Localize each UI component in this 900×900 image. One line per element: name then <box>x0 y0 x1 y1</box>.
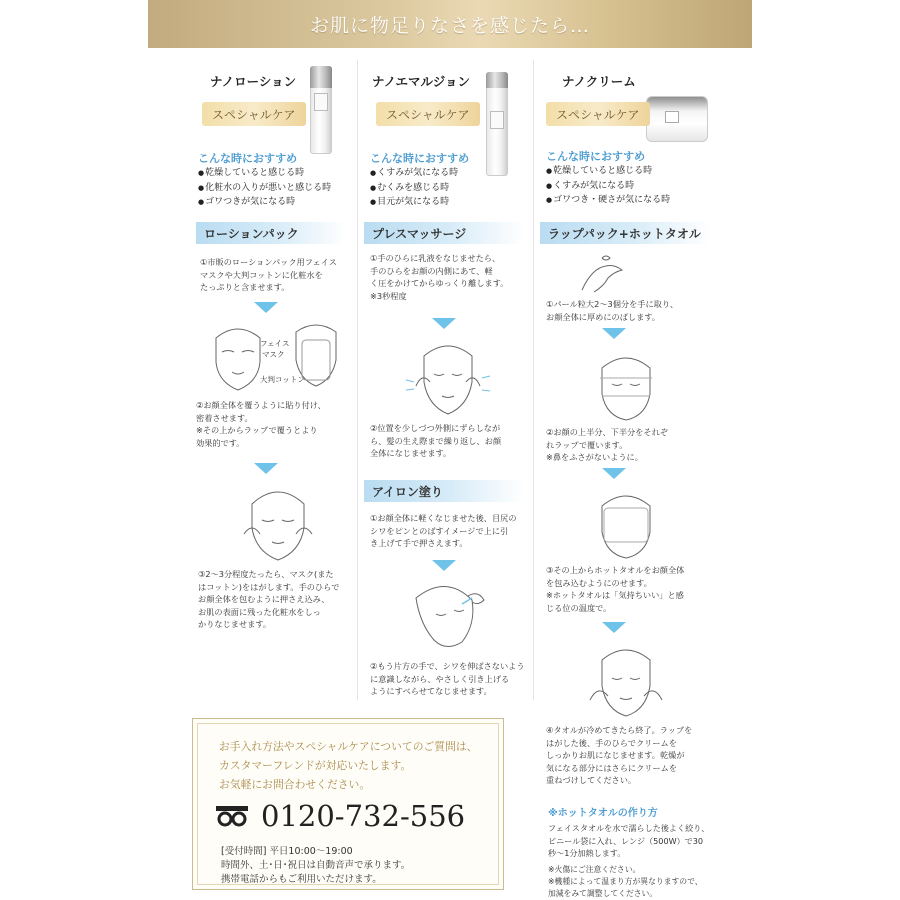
column-nano-emulsion <box>362 60 530 700</box>
hot-towel-body: フェイスタオルを水で濡らした後よく絞り、 ビニール袋に入れ、レンジ（500W）で30 秒～1分加熱します。 <box>548 823 710 858</box>
illustration-label: マスク <box>262 350 285 359</box>
product-name: ナノローション <box>210 74 297 89</box>
hot-towel-illustration <box>590 486 662 560</box>
step-1: ①市販のローションパック用フェイス マスクや大判コットンに化粧水を たっぷりと含ませます。 <box>200 257 337 292</box>
hot-towel-notes: ※火傷にご注意ください。 ※機種によって温まり方が異なりますので、 加減をみて調整してください。 <box>548 865 703 898</box>
list-item: ● くすみが気になる時 <box>370 166 458 181</box>
arrow-down-icon <box>254 463 278 474</box>
step-4: ④タオルが冷めてきたら終了。ラップを はがした後、手のひらでクリームを しっかりお肌になじませます。乾燥が 気になる部分にはさらにクリームを 重ねづけしてください。 <box>546 725 693 785</box>
phone-number[interactable]: 0120-732-556 <box>261 799 466 833</box>
list-item: ● むくみを感じる時 <box>370 181 458 196</box>
recommend-title: こんな時におすすめ <box>546 150 646 163</box>
arrow-down-icon <box>602 468 626 479</box>
arrow-down-icon <box>602 622 626 633</box>
method-heading: プレスマッサージ <box>364 222 524 244</box>
iron-apply-illustration <box>406 578 490 654</box>
special-care-badge: スペシャルケア <box>546 102 650 126</box>
hot-towel-title: ※ホットタオルの作り方 <box>548 808 658 819</box>
list-item: ● ゴワつき・硬さが気になる時 <box>546 193 670 208</box>
step-1: ①手のひらに乳液をなじませたら、 手のひらをお顔の内側にあて、軽 く圧をかけてからゆっくり離します。 ※3秒程度 <box>370 253 509 301</box>
recommend-title: こんな時におすすめ <box>370 152 470 165</box>
recommend-list <box>198 166 331 210</box>
lotion-bottle-image <box>310 66 332 154</box>
phone-row[interactable] <box>215 799 465 833</box>
hand-cream-illustration <box>578 254 628 296</box>
contact-message: お手入れ方法やスペシャルケアについてのご質問は、 カスタマーフレンドが対応いたします。 お気軽にお問合わせください。 <box>219 740 478 791</box>
free-dial-icon <box>215 805 249 827</box>
arrow-down-icon <box>602 328 626 339</box>
recommend-list <box>370 166 458 210</box>
finish-face-illustration <box>584 640 668 718</box>
list-item: ● 化粧水の入りが悪いと感じる時 <box>198 181 331 196</box>
banner-text: お肌に物足りなさを感じたら… <box>309 14 590 37</box>
list-item: ● 目元が気になる時 <box>370 195 458 210</box>
special-care-badge: スペシャルケア <box>376 102 480 126</box>
recommend-title: こんな時におすすめ <box>198 152 298 165</box>
product-name: ナノエマルジョン <box>372 74 470 89</box>
step-2: ②お顔全体を覆うように貼り付け、 密着させます。 ※その上からラップで覆うとより 効果的です。 <box>196 400 326 448</box>
step-3: ③2～3分程度たったら、マスク(また はコットン)をはがします。手のひらで お顔全体を包むように押さえ込み、 お肌の表面に残った化粧水をしっ かりなじませます。 <box>198 569 340 629</box>
wrap-face-illustration <box>590 348 662 422</box>
method-heading: ラップパック+ホットタオル <box>540 222 710 244</box>
column-divider <box>533 60 534 700</box>
list-item: ● ゴワつきが気になる時 <box>198 195 331 210</box>
arrow-down-icon <box>432 560 456 571</box>
top-banner <box>148 0 752 48</box>
special-care-badge: スペシャルケア <box>202 102 306 126</box>
column-divider <box>357 60 358 700</box>
step-2: ②位置を少しづつ外側にずらしなが ら、髪の生え際まで繰り返し、お顔 全体になじませます。 <box>370 423 502 458</box>
emulsion-bottle-image <box>486 72 508 176</box>
step-2: ②お顔の上半分、下半分をそれぞ れラップで覆います。 ※鼻をふさがないように。 <box>546 427 668 462</box>
contact-box <box>192 718 504 890</box>
product-name: ナノクリーム <box>562 74 636 89</box>
method-heading: ローションパック <box>196 222 346 244</box>
recommend-list <box>546 164 670 208</box>
arrow-down-icon <box>432 318 456 329</box>
illustration-label: 大判コットン <box>260 375 305 384</box>
column-nano-lotion <box>192 60 354 700</box>
list-item: ● 乾燥していると感じる時 <box>546 164 670 179</box>
illustration-label: フェイス <box>260 339 290 348</box>
cream-jar-image <box>646 96 708 142</box>
step-3: ③その上からホットタオルをお顔全体 を包み込むようにのせます。 ※ホットタオルは「気持ちいい」と感 じる位の温度で。 <box>546 565 685 613</box>
step-2: ②もう片方の手で、シワを伸ばさないよう に意識しながら、やさしく引き上げる ようにすべらせてなじませます。 <box>370 661 525 696</box>
method-heading: アイロン塗り <box>364 480 524 502</box>
list-item: ● 乾燥していると感じる時 <box>198 166 331 181</box>
face-press-illustration <box>238 480 318 564</box>
arrow-down-icon <box>254 302 278 313</box>
column-nano-cream <box>540 60 715 785</box>
step-1: ①お顔全体に軽くなじませた後、目尻の シワをピンとのばすイメージで上に引 き上げて手で押さえます。 <box>370 513 517 548</box>
business-hours: [受付時間] 平日10:00～19:00 時間外、土･日･祝日は自動音声で承ります。 携帯電話からもご利用いただけます。 <box>221 846 411 885</box>
press-massage-illustration <box>402 336 494 418</box>
step-1: ①パール粒大2～3個分を手に取り、 お顔全体に厚めにのばします。 <box>546 299 679 322</box>
list-item: ● くすみが気になる時 <box>546 179 670 194</box>
